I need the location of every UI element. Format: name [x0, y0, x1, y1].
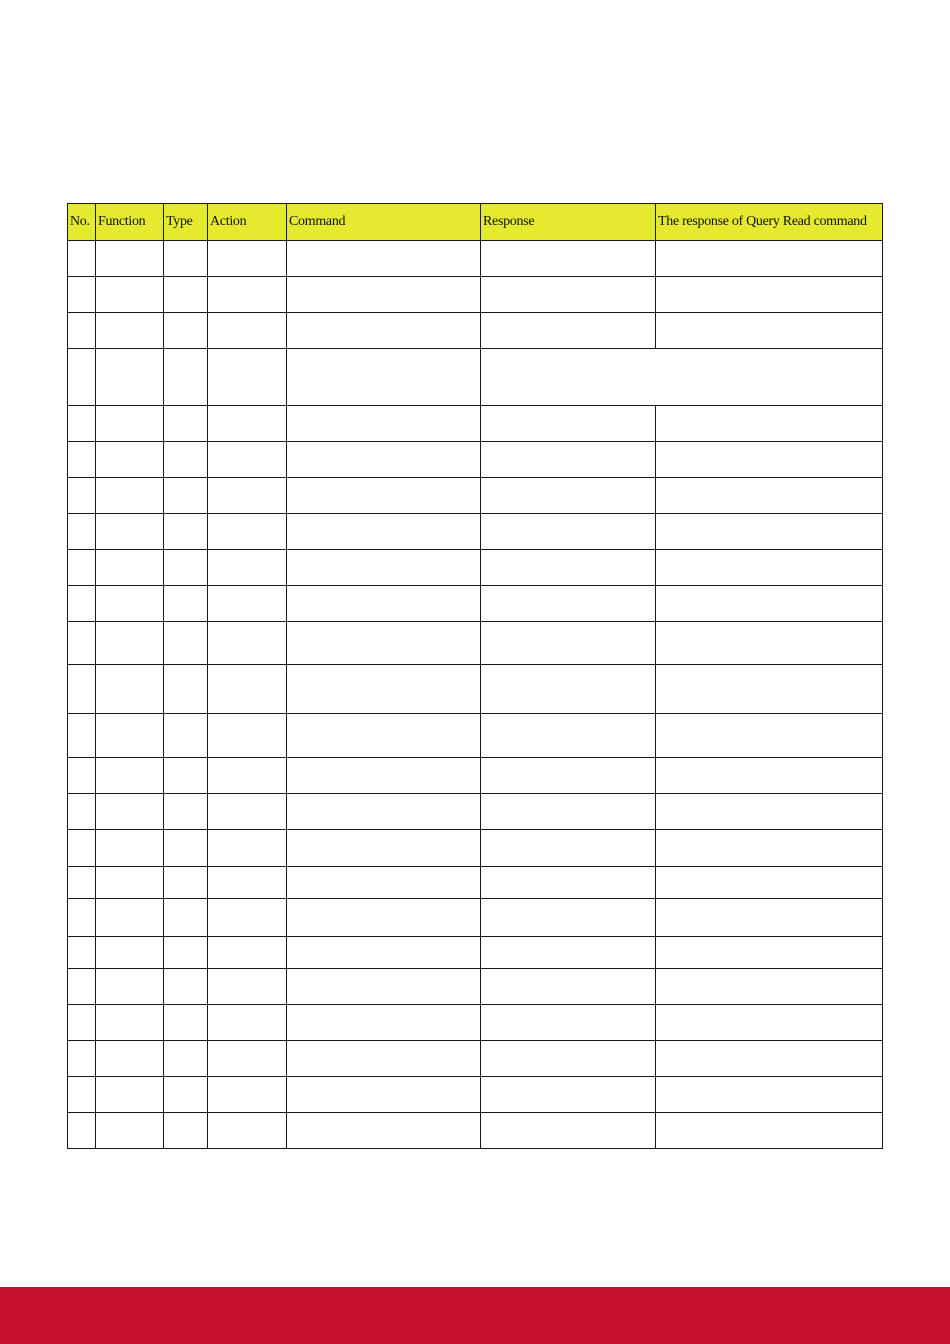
cell-response — [481, 1041, 656, 1077]
cell-query-read-response — [656, 1113, 883, 1149]
cell-query-read-response — [656, 1077, 883, 1113]
cell-function — [96, 514, 164, 550]
header-command: Command — [287, 204, 481, 241]
cell-query-read-response — [656, 1041, 883, 1077]
cell-no — [68, 714, 96, 758]
cell-function — [96, 867, 164, 899]
cell-query-read-response — [656, 514, 883, 550]
header-response: Response — [481, 204, 656, 241]
cell-response — [481, 758, 656, 794]
cell-response — [481, 1113, 656, 1149]
cell-function — [96, 665, 164, 714]
cell-action — [208, 550, 287, 586]
header-no: No. — [68, 204, 96, 241]
cell-response — [481, 622, 656, 665]
table-row — [68, 714, 883, 758]
cell-action — [208, 478, 287, 514]
cell-type — [164, 1113, 208, 1149]
cell-function — [96, 586, 164, 622]
cell-response — [481, 514, 656, 550]
cell-action — [208, 406, 287, 442]
cell-command — [287, 349, 481, 406]
cell-command — [287, 794, 481, 830]
cell-type — [164, 794, 208, 830]
cell-no — [68, 937, 96, 969]
cell-command — [287, 313, 481, 349]
cell-no — [68, 665, 96, 714]
cell-no — [68, 622, 96, 665]
table-row — [68, 406, 883, 442]
table-row — [68, 937, 883, 969]
cell-command — [287, 665, 481, 714]
cell-command — [287, 277, 481, 313]
cell-type — [164, 714, 208, 758]
header-query-read-response: The response of Query Read command — [656, 204, 883, 241]
cell-no — [68, 241, 96, 277]
cell-response — [481, 714, 656, 758]
cell-no — [68, 794, 96, 830]
cell-action — [208, 514, 287, 550]
cell-response — [481, 1005, 656, 1041]
cell-no — [68, 313, 96, 349]
cell-command — [287, 514, 481, 550]
cell-no — [68, 550, 96, 586]
cell-type — [164, 622, 208, 665]
cell-action — [208, 1113, 287, 1149]
cell-no — [68, 867, 96, 899]
cell-command — [287, 406, 481, 442]
cell-type — [164, 442, 208, 478]
cell-no — [68, 514, 96, 550]
command-table — [67, 203, 883, 1149]
cell-type — [164, 758, 208, 794]
cell-command — [287, 550, 481, 586]
table-row — [68, 313, 883, 349]
cell-action — [208, 830, 287, 867]
cell-no — [68, 1005, 96, 1041]
cell-function — [96, 830, 164, 867]
cell-type — [164, 514, 208, 550]
cell-no — [68, 1077, 96, 1113]
cell-response — [481, 478, 656, 514]
cell-command — [287, 1005, 481, 1041]
cell-function — [96, 714, 164, 758]
cell-query-read-response — [656, 794, 883, 830]
cell-no — [68, 586, 96, 622]
cell-command — [287, 867, 481, 899]
cell-type — [164, 969, 208, 1005]
cell-command — [287, 442, 481, 478]
cell-action — [208, 1005, 287, 1041]
cell-query-read-response — [656, 313, 883, 349]
cell-query-read-response — [656, 406, 883, 442]
cell-type — [164, 241, 208, 277]
cell-response — [481, 313, 656, 349]
cell-query-read-response — [656, 442, 883, 478]
cell-type — [164, 665, 208, 714]
cell-type — [164, 830, 208, 867]
cell-function — [96, 1077, 164, 1113]
cell-query-read-response — [656, 586, 883, 622]
cell-action — [208, 899, 287, 937]
cell-function — [96, 937, 164, 969]
table-row — [68, 514, 883, 550]
cell-query-read-response — [656, 622, 883, 665]
table-row — [68, 969, 883, 1005]
cell-query-read-response — [656, 969, 883, 1005]
cell-response — [481, 1077, 656, 1113]
cell-type — [164, 550, 208, 586]
cell-query-read-response — [656, 714, 883, 758]
cell-function — [96, 899, 164, 937]
cell-command — [287, 969, 481, 1005]
cell-response — [481, 830, 656, 867]
cell-response — [481, 937, 656, 969]
cell-response — [481, 969, 656, 1005]
cell-response-merged — [481, 349, 883, 406]
table-row — [68, 1041, 883, 1077]
cell-type — [164, 586, 208, 622]
cell-command — [287, 478, 481, 514]
cell-response — [481, 406, 656, 442]
cell-no — [68, 1113, 96, 1149]
cell-response — [481, 867, 656, 899]
cell-type — [164, 1041, 208, 1077]
cell-function — [96, 622, 164, 665]
cell-type — [164, 1005, 208, 1041]
cell-no — [68, 349, 96, 406]
cell-no — [68, 969, 96, 1005]
cell-command — [287, 1077, 481, 1113]
cell-function — [96, 1005, 164, 1041]
cell-query-read-response — [656, 937, 883, 969]
cell-no — [68, 899, 96, 937]
cell-action — [208, 442, 287, 478]
table-row — [68, 622, 883, 665]
cell-type — [164, 349, 208, 406]
table-row — [68, 550, 883, 586]
cell-command — [287, 758, 481, 794]
cell-function — [96, 1041, 164, 1077]
table-row — [68, 1077, 883, 1113]
table-row — [68, 1113, 883, 1149]
table-row — [68, 758, 883, 794]
cell-command — [287, 714, 481, 758]
cell-response — [481, 899, 656, 937]
cell-action — [208, 794, 287, 830]
cell-query-read-response — [656, 867, 883, 899]
cell-response — [481, 241, 656, 277]
cell-response — [481, 586, 656, 622]
cell-type — [164, 1077, 208, 1113]
cell-no — [68, 1041, 96, 1077]
cell-function — [96, 406, 164, 442]
cell-no — [68, 442, 96, 478]
cell-response — [481, 277, 656, 313]
cell-no — [68, 758, 96, 794]
cell-function — [96, 794, 164, 830]
table-row — [68, 899, 883, 937]
cell-command — [287, 830, 481, 867]
cell-response — [481, 794, 656, 830]
cell-query-read-response — [656, 899, 883, 937]
cell-function — [96, 349, 164, 406]
cell-action — [208, 937, 287, 969]
cell-function — [96, 969, 164, 1005]
cell-function — [96, 1113, 164, 1149]
cell-action — [208, 969, 287, 1005]
table-row — [68, 442, 883, 478]
cell-action — [208, 1077, 287, 1113]
cell-type — [164, 313, 208, 349]
cell-action — [208, 349, 287, 406]
cell-action — [208, 277, 287, 313]
table-row — [68, 665, 883, 714]
table-row — [68, 867, 883, 899]
cell-response — [481, 550, 656, 586]
cell-type — [164, 277, 208, 313]
cell-function — [96, 442, 164, 478]
cell-action — [208, 665, 287, 714]
table-row — [68, 586, 883, 622]
cell-command — [287, 622, 481, 665]
cell-type — [164, 478, 208, 514]
cell-action — [208, 714, 287, 758]
cell-command — [287, 899, 481, 937]
cell-command — [287, 1041, 481, 1077]
cell-action — [208, 241, 287, 277]
cell-action — [208, 758, 287, 794]
cell-function — [96, 478, 164, 514]
cell-query-read-response — [656, 758, 883, 794]
header-action: Action — [208, 204, 287, 241]
table-row — [68, 830, 883, 867]
cell-action — [208, 867, 287, 899]
cell-command — [287, 1113, 481, 1149]
cell-response — [481, 665, 656, 714]
footer-bar — [0, 1287, 950, 1344]
cell-response — [481, 442, 656, 478]
cell-function — [96, 277, 164, 313]
cell-no — [68, 478, 96, 514]
table-header-row — [68, 204, 883, 241]
table-body — [68, 241, 883, 1149]
table-row — [68, 241, 883, 277]
cell-no — [68, 406, 96, 442]
cell-function — [96, 758, 164, 794]
cell-type — [164, 406, 208, 442]
cell-function — [96, 241, 164, 277]
cell-type — [164, 937, 208, 969]
cell-action — [208, 586, 287, 622]
cell-no — [68, 277, 96, 313]
cell-query-read-response — [656, 550, 883, 586]
cell-action — [208, 622, 287, 665]
cell-query-read-response — [656, 241, 883, 277]
cell-query-read-response — [656, 665, 883, 714]
table-row — [68, 1005, 883, 1041]
cell-function — [96, 550, 164, 586]
cell-command — [287, 937, 481, 969]
cell-action — [208, 313, 287, 349]
cell-no — [68, 830, 96, 867]
cell-query-read-response — [656, 830, 883, 867]
cell-type — [164, 899, 208, 937]
header-function: Function — [96, 204, 164, 241]
cell-query-read-response — [656, 277, 883, 313]
table-row — [68, 349, 883, 406]
table-row — [68, 478, 883, 514]
cell-command — [287, 586, 481, 622]
cell-command — [287, 241, 481, 277]
cell-function — [96, 313, 164, 349]
cell-query-read-response — [656, 478, 883, 514]
header-type: Type — [164, 204, 208, 241]
table-row — [68, 794, 883, 830]
cell-action — [208, 1041, 287, 1077]
cell-query-read-response — [656, 1005, 883, 1041]
table-row — [68, 277, 883, 313]
cell-type — [164, 867, 208, 899]
